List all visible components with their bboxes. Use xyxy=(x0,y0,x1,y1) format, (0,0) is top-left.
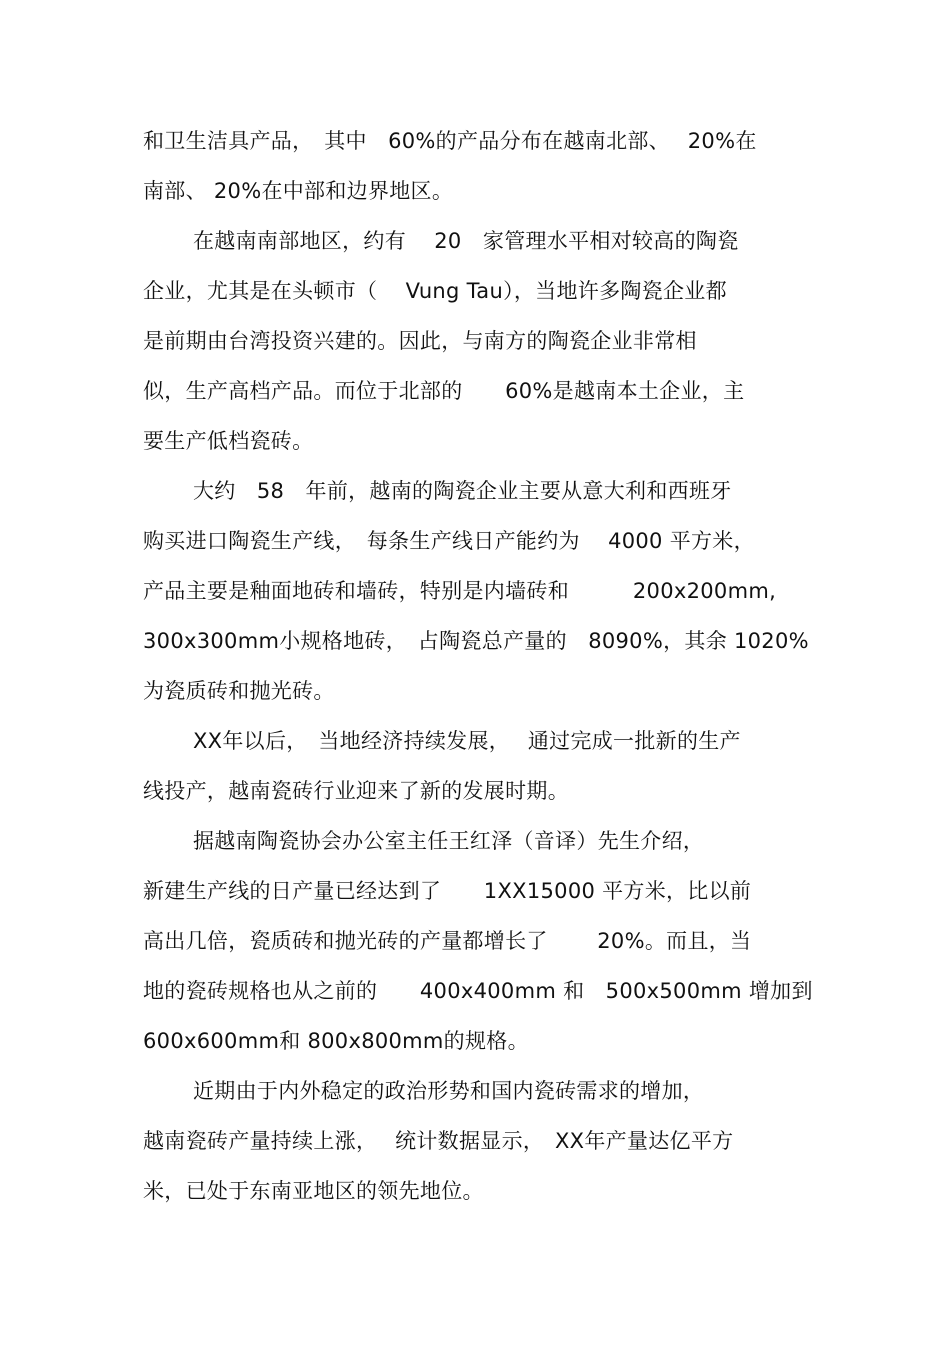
text-line: 地的瓷砖规格也从之前的 400x400mm 和 500x500mm 增加到 xyxy=(143,979,813,1003)
text-line: 300x300mm小规格地砖， 占陶瓷总产量的 8090%，其余 1020% xyxy=(143,629,809,653)
text-line: 新建生产线的日产量已经达到了 1XX15000 平方米，比以前 xyxy=(143,879,752,903)
text-line: 越南瓷砖产量持续上涨， 统计数据显示， XX年产量达亿平方 xyxy=(143,1129,734,1153)
text-line: 和卫生洁具产品， 其中 60%的产品分布在越南北部、 20%在 xyxy=(143,129,757,153)
paragraph-start-line: 大约 58 年前，越南的陶瓷企业主要从意大利和西班牙 xyxy=(193,479,732,503)
text-line: 高出几倍，瓷质砖和抛光砖的产量都增长了 20%。而且，当 xyxy=(143,929,752,953)
paragraph-start-line: 据越南陶瓷协会办公室主任王红泽（音译）先生介绍， xyxy=(193,829,705,853)
paragraph-start-line: 近期由于内外稳定的政治形势和国内瓷砖需求的增加， xyxy=(193,1079,705,1103)
text-line: 为瓷质砖和抛光砖。 xyxy=(143,679,335,703)
text-line: 购买进口陶瓷生产线， 每条生产线日产能约为 4000 平方米， xyxy=(143,529,755,553)
text-line: 线投产，越南瓷砖行业迎来了新的发展时期。 xyxy=(143,779,569,803)
document-body xyxy=(143,116,813,1216)
text-line: 是前期由台湾投资兴建的。因此，与南方的陶瓷企业非常相 xyxy=(143,329,697,353)
text-line: 600x600mm和 800x800mm的规格。 xyxy=(143,1029,529,1053)
paragraph-start-line: 在越南南部地区，约有 20 家管理水平相对较高的陶瓷 xyxy=(193,229,739,253)
text-line: 产品主要是釉面地砖和墙砖，特别是内墙砖和 200x200mm, xyxy=(143,579,777,603)
text-line: 米，已处于东南亚地区的领先地位。 xyxy=(143,1179,484,1203)
text-line: 似，生产高档产品。而位于北部的 60%是越南本土企业，主 xyxy=(143,379,745,403)
text-line: 企业，尤其是在头顿市（ Vung Tau），当地许多陶瓷企业都 xyxy=(143,279,727,303)
text-line: 南部、 20%在中部和边界地区。 xyxy=(143,179,454,203)
text-line: 要生产低档瓷砖。 xyxy=(143,429,314,453)
paragraph-start-line: XX年以后， 当地经济持续发展， 通过完成一批新的生产 xyxy=(193,729,741,753)
